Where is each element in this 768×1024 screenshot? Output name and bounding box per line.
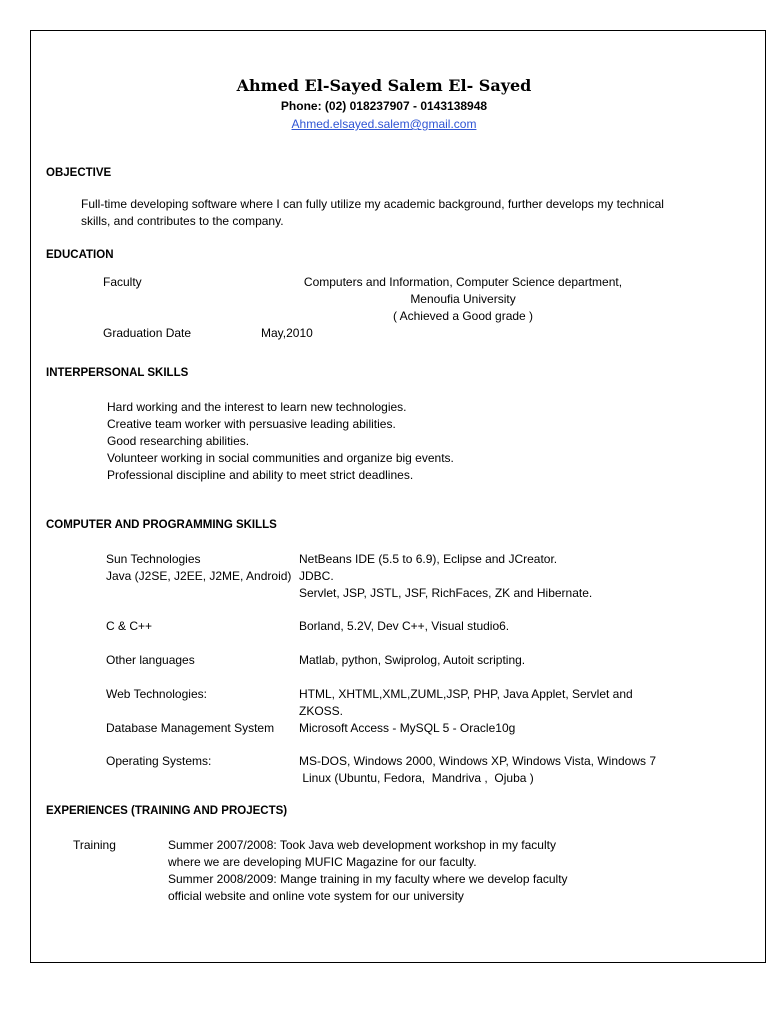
skill-label: Web Technologies: <box>106 687 207 701</box>
interpersonal-item: Good researching abilities. <box>107 434 250 448</box>
skill-label: Other languages <box>106 653 195 667</box>
training-line: official website and online vote system for our university <box>168 889 464 903</box>
skill-value: Linux (Ubuntu, Fedora, Mandriva , Ojuba ) <box>299 771 534 785</box>
skill-value: ZKOSS. <box>299 704 344 718</box>
faculty-line-3: ( Achieved a Good grade ) <box>392 309 534 323</box>
interpersonal-item: Hard working and the interest to learn new technologies. <box>107 400 407 414</box>
page-border <box>30 30 766 963</box>
skill-value: MS-DOS, Windows 2000, Windows XP, Windows Vista, Windows 7 <box>299 754 657 768</box>
training-label: Training <box>73 838 116 852</box>
skill-value: JDBC. <box>299 569 334 583</box>
interpersonal-item: Volunteer working in social communities and organize big events. <box>107 451 454 465</box>
email-link[interactable]: Ahmed.elsayed.salem@gmail.com <box>291 117 477 131</box>
skill-label: C & C++ <box>106 619 153 633</box>
skill-label: Database Management System <box>106 721 275 735</box>
training-line: Summer 2007/2008: Took Java web development workshop in my faculty <box>168 838 556 852</box>
skill-label: Operating Systems: <box>106 754 212 768</box>
skill-value: HTML, XHTML,XML,ZUML,JSP, PHP, Java Applet, Servlet and <box>299 687 633 701</box>
computer-skills-heading: COMPUTER AND PROGRAMMING SKILLS <box>46 519 277 531</box>
skill-value: Microsoft Access - MySQL 5 - Oracle10g <box>299 721 516 735</box>
interpersonal-item: Professional discipline and ability to meet strict deadlines. <box>107 468 414 482</box>
graduation-value: May,2010 <box>261 326 313 340</box>
phone-number: Phone: (02) 018237907 - 0143138948 <box>280 99 488 113</box>
interpersonal-heading: INTERPERSONAL SKILLS <box>46 367 189 379</box>
resume-name: Ahmed El-Sayed Salem El- Sayed <box>236 76 532 95</box>
objective-line-1: Full-time developing software where I can fully utilize my academic background, further develops my technical <box>81 197 664 211</box>
faculty-line-2: Menoufia University <box>410 292 516 306</box>
training-line: where we are developing MUFIC Magazine for our faculty. <box>168 855 477 869</box>
faculty-label: Faculty <box>103 275 142 289</box>
skill-value: NetBeans IDE (5.5 to 6.9), Eclipse and JCreator. <box>299 552 558 566</box>
email-line <box>0 116 768 132</box>
objective-heading: OBJECTIVE <box>46 167 112 179</box>
skill-value: Borland, 5.2V, Dev C++, Visual studio6. <box>299 619 510 633</box>
skill-label: Java (J2SE, J2EE, J2ME, Android) <box>106 569 292 583</box>
skill-label: Sun Technologies <box>106 552 201 566</box>
graduation-label: Graduation Date <box>103 326 192 340</box>
experiences-heading: EXPERIENCES (TRAINING AND PROJECTS) <box>46 805 288 817</box>
interpersonal-item: Creative team worker with persuasive leading abilities. <box>107 417 396 431</box>
education-heading: EDUCATION <box>46 249 114 261</box>
skill-value: Matlab, python, Swiprolog, Autoit scripting. <box>299 653 526 667</box>
faculty-line-1: Computers and Information, Computer Science department, <box>303 275 623 289</box>
training-line: Summer 2008/2009: Mange training in my faculty where we develop faculty <box>168 872 568 886</box>
skill-value: Servlet, JSP, JSTL, JSF, RichFaces, ZK and Hibernate. <box>299 586 593 600</box>
objective-line-2: skills, and contributes to the company. <box>81 214 284 228</box>
